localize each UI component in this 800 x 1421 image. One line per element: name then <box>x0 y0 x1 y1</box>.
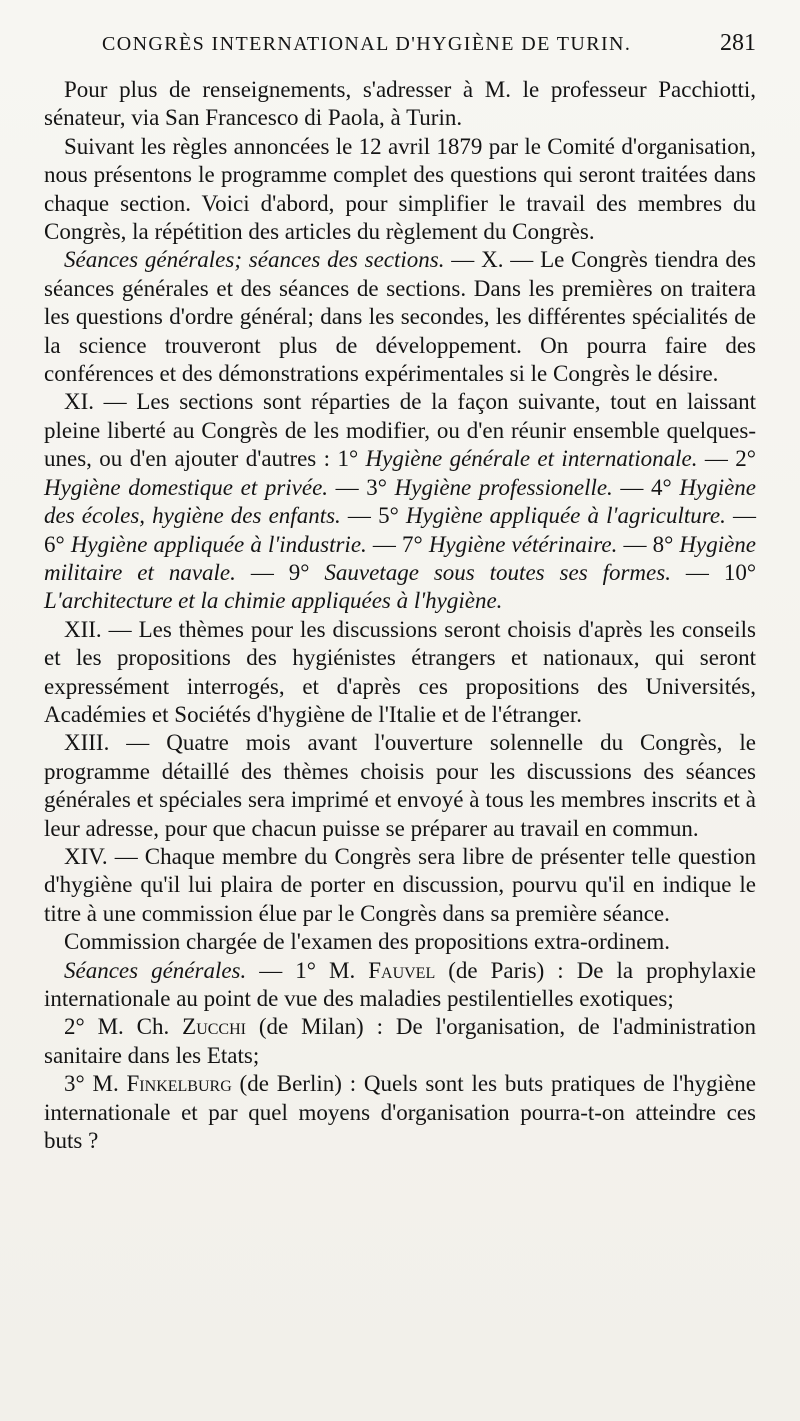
section-title: Hygiène des écoles, hygiène des enfants. <box>44 474 757 529</box>
section-title: Hygiène militaire et navale. <box>44 531 757 585</box>
separator: — 6° <box>44 503 756 557</box>
section-title: Hygiène domestique et privée. <box>44 474 329 500</box>
running-head <box>44 30 756 66</box>
author-name: Finkelburg <box>126 1071 232 1097</box>
author-name: Zucchi <box>182 1014 246 1040</box>
seances-generales-1 <box>44 957 756 1014</box>
separator: — 3° <box>328 474 395 500</box>
paragraph-text: XII. — Les thèmes pour les discussions seront choisis d'après les conseils et les propositions des hygiénistes étrangers et nationaux, qui seront expressément interrogés, et d'après ces propositions des Universités, Académies et Sociétés d'hygiène de l'Italie et de l'étranger. <box>44 616 756 727</box>
running-title: CONGRÈS INTERNATIONAL D'HYGIÈNE DE TURIN. <box>102 33 632 55</box>
seances-generales-2 <box>44 1013 756 1070</box>
section-title: Hygiène vétérinaire. <box>428 531 618 557</box>
paragraph-text: (de Paris) : De la prophylaxie internationale au point de vue des maladies pestilentielles exotiques; <box>44 957 756 1011</box>
section-title: Hygiène appliquée à l'agriculture. <box>405 503 726 529</box>
paragraph-programme <box>44 133 756 247</box>
paragraph-text: — X. — Le Congrès tiendra des séances générales et des séances de sections. Dans les premières on traitera les questions d'ordre général; dans les secondes, les différentes spécialités de la science trouveront plus de développement. On pourra faire des conférences et des démonstrations expérimentales si le Congrès le désire. <box>44 247 756 387</box>
paragraph-text: Commission chargée de l'examen des propositions extra-ordinem. <box>64 929 671 955</box>
paragraph-text: — 1° M. <box>246 957 369 983</box>
section-title: Sauvetage sous toutes ses formes. <box>324 559 671 585</box>
paragraph-text: 3° M. <box>64 1071 127 1097</box>
page-number: 281 <box>720 30 756 56</box>
section-title: L'architecture et la chimie appliquées à l'hygiène. <box>44 588 503 614</box>
paragraph-text: 2° M. Ch. <box>64 1014 183 1040</box>
section-title: Hygiène générale et internationale. <box>365 446 698 472</box>
separator: — 4° <box>612 474 680 500</box>
body-text <box>44 76 756 1155</box>
paragraph-text: (de Berlin) : Quels sont les buts pratiques de l'hygiène internationale et par quel moyens d'organisation pourra-t-on atteindre ces buts ? <box>44 1071 756 1154</box>
separator: — 7° <box>366 531 429 557</box>
section-title: Hygiène professionelle. <box>394 474 613 500</box>
separator: — 8° <box>617 531 680 557</box>
paragraph-commission <box>44 928 756 956</box>
paragraph-text: XI. — Les sections sont réparties de la façon suivante, tout en laissant pleine liberté au Congrès de les modifier, ou d'en réunir ensemble quelques-unes, ou d'en ajouter d'autres : 1° <box>44 389 756 472</box>
section-title: Hygiène appliquée à l'industrie. <box>70 531 367 557</box>
article-xi <box>44 388 756 615</box>
article-xii <box>44 616 756 730</box>
separator: — 2° <box>697 446 756 472</box>
article-lead: Séances générales. <box>64 957 247 983</box>
separator: — 9° <box>235 559 325 585</box>
article-xiv <box>44 843 756 928</box>
article-xiii <box>44 729 756 843</box>
article-lead: Séances générales; séances des sections. <box>64 247 445 273</box>
seances-generales-3 <box>44 1070 756 1155</box>
paragraph-text: XIII. — Quatre mois avant l'ouverture solennelle du Congrès, le programme détaillé des thèmes choisis pour les discussions des séances générales et spéciales sera imprimé et envoyé à tous les membres inscrits et à leur adresse, pour que chacun puisse se préparer au travail en commun. <box>44 730 756 841</box>
author-name: Fauvel <box>368 957 436 983</box>
paragraph-text: Pour plus de renseignements, s'adresser à M. le professeur Pacchiotti, sénateur, via San Francesco di Paola, à Turin. <box>44 77 756 131</box>
paragraph-text: Suivant les règles annoncées le 12 avril 1879 par le Comité d'organisation, nous présentons le programme complet des questions qui seront traitées dans chaque section. Voici d'abord, pour simplifier le travail des membres du Congrès, la répétition des articles du règlement du Congrès. <box>44 133 756 245</box>
separator: — 5° <box>340 503 406 529</box>
separator: — 10° <box>670 559 757 585</box>
paragraph-text: XIV. — Chaque membre du Congrès sera libre de présenter telle question d'hygiène qu'il lui plaira de porter en discussion, pourvu qu'il en indique le titre à une commission élue par le Congrès dans sa première séance. <box>44 843 756 926</box>
paragraph-text: (de Milan) : De l'organisation, de l'administration sanitaire dans les Etats; <box>44 1014 756 1068</box>
paragraph-renseignements <box>44 76 756 133</box>
article-x <box>44 246 756 388</box>
